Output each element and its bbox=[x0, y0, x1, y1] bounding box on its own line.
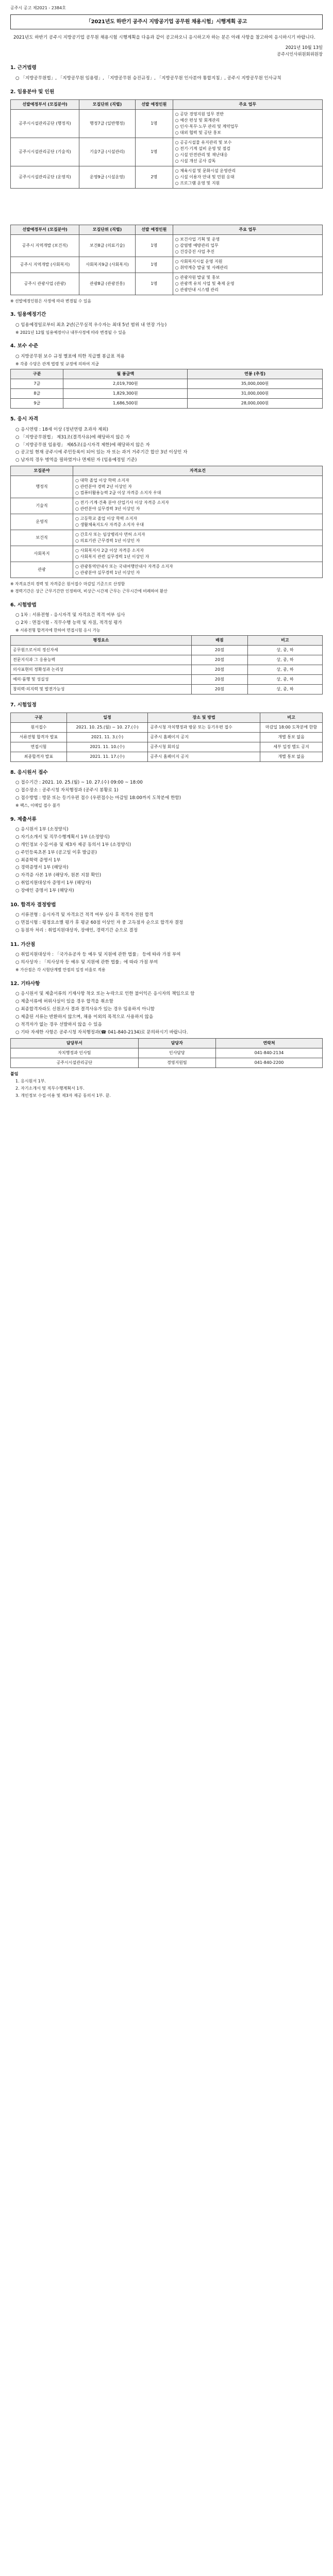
section-5-note: ※ 자격요건의 경력 및 자격증은 원서접수 마감일 기준으로 산정함 bbox=[10, 582, 125, 587]
section-12-title: 12. 기타사항 bbox=[10, 980, 40, 987]
table-cell: 1명 bbox=[135, 257, 173, 273]
table-row bbox=[11, 109, 323, 138]
table-cell: ○ 사회복지사 2급 이상 자격증 소지자 ○ 사회복지 관련 실무경력 1년 이상인 자 bbox=[73, 546, 323, 562]
table-cell: 개별 통보 없음 bbox=[260, 752, 323, 761]
table-cell: 2021. 11. 17.(수) bbox=[66, 752, 147, 761]
table-cell: ○ 보건사업 기획 및 운영 ○ 감염병 예방관리 업무 ○ 건강증진 사업 추진 bbox=[173, 234, 322, 257]
contact-table bbox=[10, 1038, 323, 1068]
table-cell: ○ 공단 경영지원 업무 전반 ○ 예산 편성 및 회계관리 ○ 인사·복무·노무 관리 및 계약업무 ○ 대외 협력 및 공단 홍보 bbox=[173, 109, 322, 138]
notice-title: 「2021년도 하반기 공주시 지방공기업 공무원 채용시험」시행계획 공고 bbox=[10, 14, 323, 29]
section-3-item: ※ 2021년 12월 임용예정이나 내부사정에 따라 변경될 수 있음 bbox=[15, 330, 126, 335]
schedule-table bbox=[10, 713, 323, 762]
attachment-item: 2. 자기소개서 및 직무수행계획서 1부. bbox=[15, 1086, 85, 1091]
section-6-item: ※ 서류전형 합격자에 한하여 면접시험 응시 가능 bbox=[15, 628, 101, 633]
table-row bbox=[11, 646, 323, 655]
col-header: 배점 bbox=[191, 636, 247, 646]
table-row bbox=[11, 399, 323, 409]
table-cell: 공주시청 회의실 bbox=[148, 742, 260, 752]
col-header: 장소 및 방법 bbox=[148, 713, 260, 722]
table-cell: 1명 bbox=[135, 109, 173, 138]
section-9-item: ○ 경력증명서 1부 (해당자) bbox=[15, 865, 69, 871]
col-header: 선발 예정인원 bbox=[135, 99, 173, 109]
table-cell: 창의력·의지력 및 발전가능성 bbox=[11, 685, 192, 694]
table-cell: 1,829,300원 bbox=[63, 389, 188, 399]
col-header: 모집분야 bbox=[11, 466, 73, 476]
section-10-item: ○ 면접시험 : 평정요소별 평가 후 평균 60점 이상인 자 중 고득점자 순으로 합격자 결정 bbox=[15, 920, 184, 926]
table-cell: 마감일 18:00 도착분에 한함 bbox=[260, 722, 323, 732]
notice-number: 공주시 공고 제2021 - 2384호 bbox=[10, 6, 66, 10]
table-cell: 31,000,000원 bbox=[188, 389, 323, 399]
table-cell: 관광 bbox=[11, 562, 73, 578]
section-12-item: ○ 응시원서 및 제출서류의 기재사항 착오 또는 누락으로 인한 불이익은 응시자의 책임으로 함 bbox=[15, 991, 195, 997]
table-cell: 공주시시설관리공단 (행정직) bbox=[11, 109, 79, 138]
table-cell: 공주시 지역개발 (보건직) bbox=[11, 234, 79, 257]
section-1-item: ○ 「지방공무원법」, 「지방공무원 임용령」, 「지방공무원 승진규정」, 「지방공무원 인사분야 통합지침」, 공주시 지방공무원 인사규칙 bbox=[15, 75, 281, 81]
table-cell: 운영9급 (시설운영) bbox=[79, 166, 136, 188]
table-cell: 기술직 bbox=[11, 498, 73, 514]
table-cell: 상, 중, 하 bbox=[247, 685, 322, 694]
section-4-title: 4. 보수 수준 bbox=[10, 343, 39, 349]
table-cell: 사회복지9급 (사회복지) bbox=[79, 257, 136, 273]
table-cell: 행정7급 (일반행정) bbox=[79, 109, 136, 138]
table-row bbox=[11, 389, 323, 399]
table-row bbox=[11, 166, 323, 188]
table-cell: 관광8급 (관광진흥) bbox=[79, 273, 136, 295]
table-cell: 2021. 11. 3.(수) bbox=[66, 732, 147, 742]
table-cell: 20점 bbox=[191, 685, 247, 694]
qualification-table bbox=[10, 466, 323, 578]
attachment-item: 1. 응시원서 1부. bbox=[15, 1078, 46, 1083]
section-5-item: ○ 「지방공무원 임용령」 제65조(응시자격 제한)에 해당하지 않은 자 bbox=[15, 442, 150, 448]
table-row bbox=[11, 1048, 323, 1058]
table-cell: 보건직 bbox=[11, 530, 73, 546]
attachments-title: 붙임 bbox=[10, 1071, 19, 1076]
section-9-item: ○ 개인정보 수집·이용 및 제3자 제공 동의서 1부 (소정양식) bbox=[15, 842, 131, 848]
table-cell: 8급 bbox=[11, 389, 63, 399]
section-5-item: ○ 「지방공무원법」 제31조(결격사유)에 해당하지 않은 자 bbox=[15, 434, 130, 440]
table-cell: 경영지원팀 bbox=[138, 1058, 215, 1067]
col-header: 비고 bbox=[260, 713, 323, 722]
table-cell: 20점 bbox=[191, 675, 247, 685]
section-12-item: ○ 적격자가 없는 경우 선발하지 않을 수 있음 bbox=[15, 1022, 102, 1027]
table-cell: 공주시시설관리공단 (운영직) bbox=[11, 166, 79, 188]
section-2-title: 2. 임용분야 및 인원 bbox=[10, 89, 55, 95]
section-9-item: ○ 최종학력 증명서 1부 bbox=[15, 857, 61, 863]
table-cell: 운영직 bbox=[11, 514, 73, 530]
section-11-item: ○ 취업지원대상자 : 「국가유공자 등 예우 및 지원에 관한 법률」 등에 따라 가점 부여 bbox=[15, 952, 181, 958]
table-cell: 공주시 관광사업 (관광) bbox=[11, 273, 79, 295]
pay-table bbox=[10, 369, 323, 409]
col-header: 모집단위 (직렬) bbox=[79, 225, 136, 234]
section-8-title: 8. 응시원서 접수 bbox=[10, 769, 48, 775]
table-row bbox=[11, 752, 323, 761]
col-header: 담당자 bbox=[138, 1038, 215, 1048]
section-12-item: ○ 제출서류에 허위사실이 있을 경우 합격을 취소함 bbox=[15, 999, 113, 1005]
table-row bbox=[11, 138, 323, 166]
table-cell: 세부 일정 별도 공지 bbox=[260, 742, 323, 752]
notice-issuer: 공주시인사위원회위원장 bbox=[277, 51, 323, 57]
table-cell: 원서접수 bbox=[11, 722, 67, 732]
col-header: 모집단위 (직렬) bbox=[79, 99, 136, 109]
section-4-item: ※ 각종 수당은 관계 법령 및 규정에 의하여 지급 bbox=[15, 361, 99, 366]
table-cell: 상, 중, 하 bbox=[247, 655, 322, 665]
table-cell: 041-840-2200 bbox=[215, 1058, 322, 1067]
table-row bbox=[11, 476, 323, 498]
evaluation-table bbox=[10, 635, 323, 694]
table-cell: 행정직 bbox=[11, 476, 73, 498]
table-cell: 공주시 홈페이지 공지 bbox=[148, 752, 260, 761]
table-cell: 1명 bbox=[135, 234, 173, 257]
table-cell: 사회복지 bbox=[11, 546, 73, 562]
attachment-item: 3. 개인정보 수집·이용 및 제3자 제공 동의서 1부. 끝. bbox=[15, 1093, 111, 1098]
table-cell: 2021. 11. 10.(수) bbox=[66, 742, 147, 752]
section-9-item: ○ 자격증 사본 1부 (해당자, 원본 지참 확인) bbox=[15, 873, 102, 878]
section-11-item: ※ 가산점은 각 시험단계별 만점의 일정 비율로 적용 bbox=[15, 968, 106, 973]
table-row bbox=[11, 546, 323, 562]
section-9-item: ○ 응시원서 1부 (소정양식) bbox=[15, 827, 69, 833]
section-7-title: 7. 시험일정 bbox=[10, 702, 37, 708]
section-11-title: 11. 가산점 bbox=[10, 942, 36, 948]
table-cell: 면접시험 bbox=[11, 742, 67, 752]
section-8-item: ○ 접수기간 : 2021. 10. 25.(월) ~ 10. 27.(수) 09:00 ~ 18:00 bbox=[15, 780, 143, 786]
table-cell: 7급 bbox=[11, 379, 63, 389]
table-cell: 9급 bbox=[11, 399, 63, 409]
table-cell: 1명 bbox=[135, 273, 173, 295]
col-header: 담당부서 bbox=[11, 1038, 139, 1048]
table-row bbox=[11, 665, 323, 675]
table-row bbox=[11, 562, 323, 578]
section-1-title: 1. 근거법령 bbox=[10, 65, 37, 71]
table-row bbox=[11, 675, 323, 685]
col-header: 선발 예정인원 bbox=[135, 225, 173, 234]
table-cell: 상, 중, 하 bbox=[247, 665, 322, 675]
table-cell: 서류전형 합격자 발표 bbox=[11, 732, 67, 742]
table-cell: ○ 공공시설물 유지관리 및 보수 ○ 전기·기계 설비 운영 및 점검 ○ 시설 안전관리 및 재난대응 ○ 시설 개선 공사 감독 bbox=[173, 138, 322, 166]
positions-table-1 bbox=[10, 99, 323, 189]
table-row bbox=[11, 1058, 323, 1067]
table-cell: 공주시 지역개발 (사회복지) bbox=[11, 257, 79, 273]
section-10-title: 10. 합격자 결정방법 bbox=[10, 902, 56, 908]
section-12-item: ○ 최종합격자라도 신원조사 결과 결격사유가 있는 경우 임용하지 아니함 bbox=[15, 1007, 155, 1012]
col-header: 구분 bbox=[11, 713, 67, 722]
table-cell: 20점 bbox=[191, 655, 247, 665]
section-9-item: ○ 주민등록초본 1부 (공고일 이후 발급분) bbox=[15, 850, 97, 855]
col-header: 주요 업무 bbox=[173, 99, 322, 109]
table-cell: ○ 체육시설 및 문화시설 운영관리 ○ 시설 이용자 안내 및 민원 응대 ○ 프로그램 운영 및 지원 bbox=[173, 166, 322, 188]
section-10-item: ○ 동점자 처리 : 취업지원대상자, 장애인, 경력기간 순으로 결정 bbox=[15, 928, 138, 934]
table-cell: ○ 간호사 또는 임상병리사 면허 소지자 ○ 의료기관 근무경력 1년 이상인 자 bbox=[73, 530, 323, 546]
section-2-note: ※ 선발예정인원은 사정에 따라 변경될 수 있음 bbox=[10, 298, 91, 303]
table-row bbox=[11, 257, 323, 273]
table-row bbox=[11, 379, 323, 389]
col-header: 구분 bbox=[11, 369, 63, 379]
table-cell: 28,000,000원 bbox=[188, 399, 323, 409]
section-6-item: ○ 2차 : 면접시험 - 직무수행 능력 및 자질, 적격성 평가 bbox=[15, 620, 122, 625]
section-9-title: 9. 제출서류 bbox=[10, 816, 37, 822]
section-8-item: ○ 접수방법 : 방문 또는 등기우편 접수 (우편접수는 마감일 18:00까지 도착분에 한함) bbox=[15, 795, 181, 801]
table-cell: 공주시청 자치행정과 방문 또는 등기우편 접수 bbox=[148, 722, 260, 732]
table-cell: ○ 관광통역안내사 또는 국내여행안내사 자격증 소지자 ○ 관광분야 실무경력 1년 이상인 자 bbox=[73, 562, 323, 578]
table-cell: ○ 고등학교 졸업 이상 학력 소지자 ○ 생활체육지도사 자격증 소지자 우대 bbox=[73, 514, 323, 530]
table-row bbox=[11, 514, 323, 530]
section-10-item: ○ 서류전형 : 응시자격 및 자격요건 적격 여부 심사 후 적격자 전원 합격 bbox=[15, 912, 154, 918]
table-row bbox=[11, 273, 323, 295]
section-3-item: ○ 임용예정일로부터 최초 2년(근무실적 우수자는 최대 5년 범위 내 연장 가능) bbox=[15, 322, 167, 328]
table-row bbox=[11, 685, 323, 694]
table-cell: 공주시 홈페이지 공지 bbox=[148, 732, 260, 742]
section-8-item: ※ 팩스, 이메일 접수 불가 bbox=[15, 803, 60, 808]
section-8-item: ○ 접수장소 : 공주시청 자치행정과 (공주시 봉황로 1) bbox=[15, 788, 119, 793]
table-cell: ○ 전기·기계·건축 분야 산업기사 이상 자격증 소지자 ○ 관련분야 실무경력 3년 이상인 자 bbox=[73, 498, 323, 514]
table-cell: 보건8급 (의료기술) bbox=[79, 234, 136, 257]
section-1-body bbox=[10, 75, 323, 82]
table-cell: ○ 사회복지시설 운영 지원 ○ 취약계층 발굴 및 사례관리 bbox=[173, 257, 322, 273]
col-header: 주요 업무 bbox=[173, 225, 322, 234]
section-12-item: ○ 기타 자세한 사항은 공주시청 자치행정과(☎ 041-840-2134)로 문의하시기 바랍니다. bbox=[15, 1029, 188, 1035]
table-cell: 개별 통보 없음 bbox=[260, 732, 323, 742]
section-5-item: ○ 남자의 경우 병역을 필하였거나 면제된 자 (임용예정일 기준) bbox=[15, 457, 137, 463]
table-cell: 예의·품행 및 성실성 bbox=[11, 675, 192, 685]
attachments bbox=[10, 1071, 323, 1099]
section-5-note: ※ 경력기간은 상근 근무기간만 인정하며, 비상근·시간제 근무는 근무시간에 비례하여 환산 bbox=[10, 588, 168, 594]
table-row bbox=[11, 530, 323, 546]
section-5-item: ○ 공고일 현재 공주시에 주민등록이 되어 있는 자 또는 과거 거주기간 합산 3년 이상인 자 bbox=[15, 450, 188, 455]
table-cell: 1,686,500원 bbox=[63, 399, 188, 409]
section-9-item: ○ 자기소개서 및 직무수행계획서 1부 (소정양식) bbox=[15, 834, 110, 840]
table-row bbox=[11, 655, 323, 665]
notice-date: 2021년 10월 13일 bbox=[285, 44, 323, 50]
table-cell: 공주시시설관리공단 (기술직) bbox=[11, 138, 79, 166]
section-9-item: ○ 장애인 증명서 1부 (해당자) bbox=[15, 888, 74, 894]
col-header: 연락처 bbox=[215, 1038, 322, 1048]
table-row bbox=[11, 742, 323, 752]
col-header: 월 봉급액 bbox=[63, 369, 188, 379]
table-cell: 2,019,700원 bbox=[63, 379, 188, 389]
table-cell: 20점 bbox=[191, 646, 247, 655]
table-cell: 35,000,000원 bbox=[188, 379, 323, 389]
table-row bbox=[11, 722, 323, 732]
table-cell: 공무원으로서의 정신자세 bbox=[11, 646, 192, 655]
table-cell: ○ 관광자원 발굴 및 홍보 ○ 관광객 유치 사업 및 축제 운영 ○ 관광안내 시스템 관리 bbox=[173, 273, 322, 295]
table-cell: 2021. 10. 25.(월) ~ 10. 27.(수) bbox=[66, 722, 147, 732]
col-header: 자격요건 bbox=[73, 466, 323, 476]
table-cell: 자치행정과 인사팀 bbox=[11, 1048, 139, 1058]
table-row bbox=[11, 498, 323, 514]
notice-lead: 2021년도 하반기 공주시 지방공기업 공무원 채용시험 시행계획을 다음과 같이 공고하오니 응시하고자 하는 분은 아래 사항을 참고하여 응시하시기 바랍니다. bbox=[13, 35, 315, 40]
section-5-title: 5. 응시 자격 bbox=[10, 416, 39, 422]
section-11-item: ○ 의사상자 : 「의사상자 등 예우 및 지원에 관한 법률」에 따라 가점 부여 bbox=[15, 960, 158, 965]
section-4-item: ○ 지방공무원 보수 규정 별표에 의한 직급별 봉급표 적용 bbox=[15, 353, 125, 359]
table-cell: ○ 대학 졸업 이상 학력 소지자 ○ 관련분야 경력 2년 이상인 자 ○ 컴퓨터활용능력 2급 이상 자격증 소지자 우대 bbox=[73, 476, 323, 498]
col-header: 일정 bbox=[66, 713, 147, 722]
section-6-title: 6. 시험방법 bbox=[10, 602, 37, 608]
col-header: 선발예정부서 (모집분야) bbox=[11, 225, 79, 234]
table-row bbox=[11, 732, 323, 742]
notice-page bbox=[10, 0, 323, 1099]
table-cell: 20점 bbox=[191, 665, 247, 675]
col-header: 선발예정부서 (모집분야) bbox=[11, 99, 79, 109]
table-cell: 041-840-2134 bbox=[215, 1048, 322, 1058]
table-cell: 공주시시설관리공단 bbox=[11, 1058, 139, 1067]
table-cell: 전문지식과 그 응용능력 bbox=[11, 655, 192, 665]
section-12-item: ○ 제출된 서류는 반환하지 않으며, 채용 이외의 목적으로 사용하지 않음 bbox=[15, 1014, 154, 1020]
table-cell: 1명 bbox=[135, 138, 173, 166]
col-header: 비고 bbox=[247, 636, 322, 646]
table-cell: 상, 중, 하 bbox=[247, 646, 322, 655]
table-cell: 인사담당 bbox=[138, 1048, 215, 1058]
section-6-item: ○ 1차 : 서류전형 - 응시자격 및 자격요건 적격 여부 심사 bbox=[15, 613, 125, 618]
section-9-item: ○ 취업지원대상자 증명서 1부 (해당자) bbox=[15, 880, 91, 886]
section-5-item: ○ 응시연령 : 18세 이상 (정년연령 초과자 제외) bbox=[15, 427, 108, 432]
col-header: 평정요소 bbox=[11, 636, 192, 646]
section-3-title: 3. 임용예정기간 bbox=[10, 312, 46, 318]
table-cell: 2명 bbox=[135, 166, 173, 188]
table-row bbox=[11, 234, 323, 257]
table-cell: 의사표현의 정확성과 논리성 bbox=[11, 665, 192, 675]
table-cell: 기술7급 (시설관리) bbox=[79, 138, 136, 166]
table-cell: 최종합격자 발표 bbox=[11, 752, 67, 761]
col-header: 연봉 (추정) bbox=[188, 369, 323, 379]
positions-table-2 bbox=[10, 225, 323, 295]
table-cell: 상, 중, 하 bbox=[247, 675, 322, 685]
